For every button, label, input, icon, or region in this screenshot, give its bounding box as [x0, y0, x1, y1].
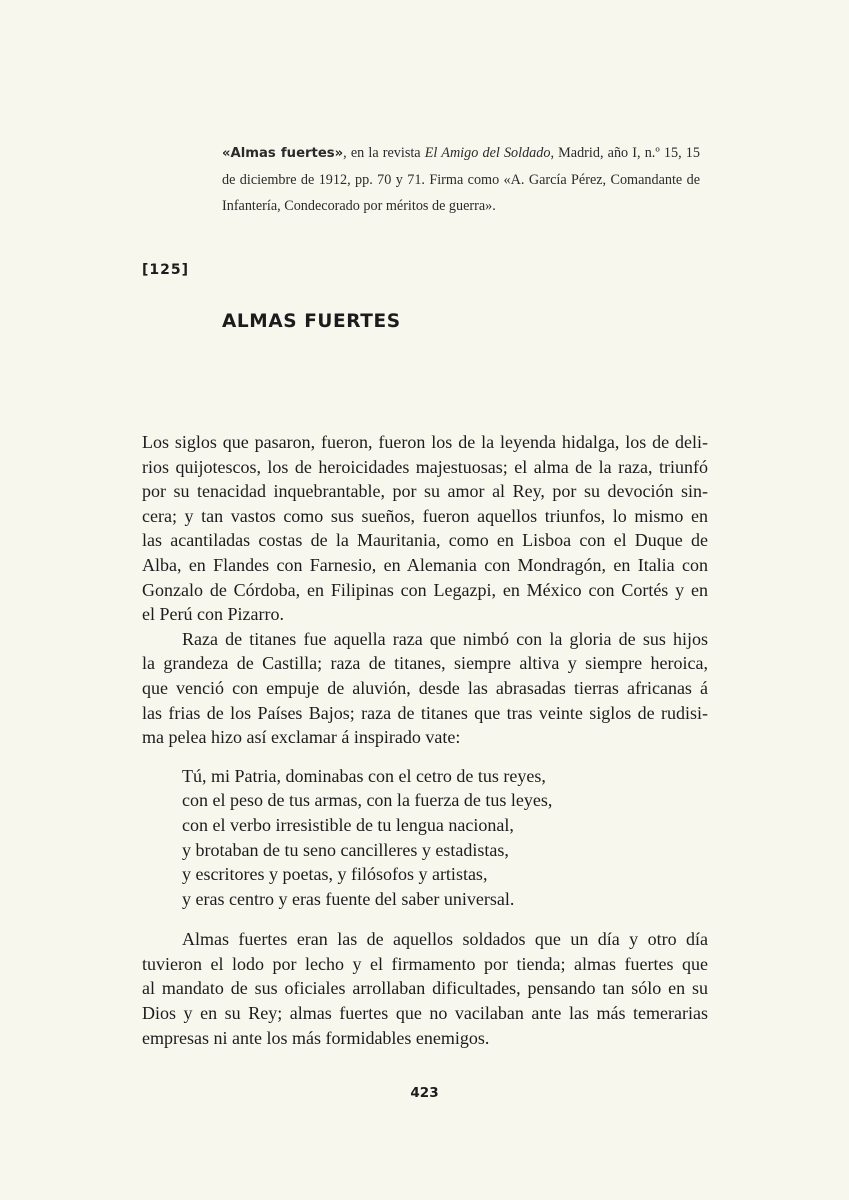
verse-line: y escritores y poetas, y filósofos y artistas, — [182, 864, 488, 885]
article-body — [142, 430, 708, 1050]
paragraph-1 — [142, 430, 708, 627]
text-line: rios quijotescos, los de heroicidades majestuosas; el alma de la raza, triunfó — [142, 456, 708, 477]
text-line: Gonzalo de Córdoba, en Filipinas con Legazpi, en México con Cortés y en — [142, 579, 708, 600]
text-line: Alba, en Flandes con Farnesio, en Alemania con Mondragón, en Italia con — [142, 554, 708, 575]
text-line: ma pelea hizo así exclamar á inspirado vate: — [142, 727, 461, 748]
note-text-after: , Madrid, año I, n.º 15, 15 de diciembre de 1912, pp. 70 y 71. Firma como «A. García Pérez, Comandante de Infantería, Condecorado por méritos de guerra». — [222, 145, 700, 214]
text-line: Almas fuertes eran las de aquellos soldados que un día y otro día — [182, 929, 708, 950]
text-line: Los siglos que pasaron, fueron, fueron los de la leyenda hidalga, los de deli- — [142, 432, 708, 452]
text-line: las acantiladas costas de la Mauritania, como en Lisboa con el Duque de — [142, 530, 708, 551]
page-number: 423 — [410, 1085, 439, 1101]
page-title: ALMAS FUERTES — [222, 311, 401, 332]
source-note — [222, 140, 700, 219]
text-line: empresas ni ante los más formidables enemigos. — [142, 1027, 490, 1048]
text-line: por su tenacidad inquebrantable, por su amor al Rey, por su devoción sin- — [142, 481, 708, 502]
text-line: cera; y tan vastos como sus sueños, fueron aquellos triunfos, lo mismo en — [142, 505, 708, 526]
text-line: las frias de los Países Bajos; raza de titanes que tras veinte siglos de rudisi- — [142, 702, 708, 723]
text-line: Dios y en su Rey; almas fuertes que no vacilaban ante las más temerarias — [142, 1003, 708, 1024]
text-line: Raza de titanes fue aquella raza que nimbó con la gloria de sus hijos — [182, 628, 708, 649]
note-lead: «Almas fuertes» — [222, 146, 344, 161]
text-line: que venció con empuje de aluvión, desde las abrasadas tierras africanas á — [142, 677, 708, 698]
verse-line: y eras centro y eras fuente del saber universal. — [182, 888, 515, 909]
verse-line: con el peso de tus armas, con la fuerza de tus leyes, — [182, 790, 553, 811]
text-line: tuvieron el lodo por lecho y el firmamento por tienda; almas fuertes que — [142, 953, 708, 974]
entry-number: [125] — [142, 262, 190, 278]
verse-line: y brotaban de tu seno cancilleres y estadistas, — [182, 839, 509, 860]
note-text-before: , en la revista — [343, 145, 425, 161]
text-line: la grandeza de Castilla; raza de titanes, siempre altiva y siempre heroica, — [142, 653, 708, 674]
text-line: el Perú con Pizarro. — [142, 604, 284, 625]
paragraph-3 — [142, 927, 708, 1050]
paragraph-2 — [142, 627, 708, 750]
note-journal: El Amigo del Soldado — [424, 145, 551, 161]
text-line: al mandato de sus oficiales arrollaban dificultades, pensando tan sólo en su — [142, 978, 708, 999]
verse-line: Tú, mi Patria, dominabas con el cetro de tus reyes, — [182, 765, 546, 786]
verse-quote — [182, 764, 708, 912]
verse-line: con el verbo irresistible de tu lengua nacional, — [182, 814, 514, 835]
